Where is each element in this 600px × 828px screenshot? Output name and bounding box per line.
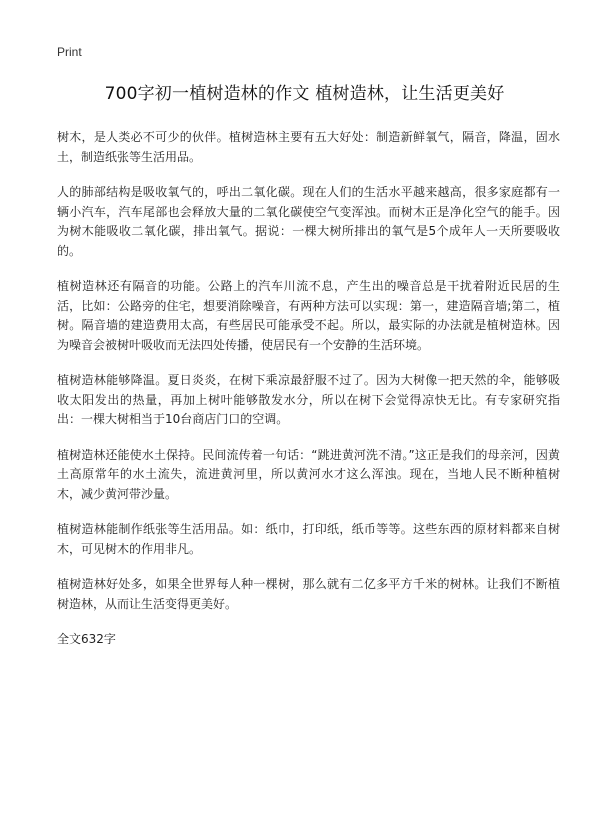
article-paragraph: 植树造林能够降温。夏日炎炎，在树下乘凉最舒服不过了。因为大树像一把天然的伞，能够吸收太阳发出的热量，再加上树叶能够散发水分，所以在树下会觉得凉快无比。有专家研究指出：一棵大树相当于10台商店门口的空调。 (57, 373, 560, 426)
article-paragraph: 人的肺部结构是吸收氧气的，呼出二氧化碳。现在人们的生活水平越来越高，很多家庭都有一辆小汽车，汽车尾部也会释放大量的二氧化碳使空气变浑浊。而树木正是净化空气的能手。因为树木能吸收二氧化碳，排出氧气。据说：一棵大树所排出的氧气是5个成年人一天所要吸收的。 (57, 185, 560, 258)
article-paragraph: 植树造林还有隔音的功能。公路上的汽车川流不息，产生出的噪音总是干扰着附近民居的生活，比如：公路旁的住宅，想要消除噪音，有两种方法可以实现：第一，建造隔音墙;第二，植树。隔音墙的建造费用太高，有些居民可能承受不起。所以，最实际的办法就是植树造林。因为噪音会被树叶吸收而无法四处传播，使居民有一个安静的生活环境。 (57, 279, 560, 352)
word-count: 全文632字 (57, 632, 116, 646)
article-paragraph: 树木，是人类必不可少的伙伴。植树造林主要有五大好处：制造新鲜氧气，隔音，降温，固水土，制造纸张等生活用品。 (57, 130, 560, 164)
article-paragraph: 植树造林还能使水土保持。民间流传着一句话：“跳进黄河洗不清。”这正是我们的母亲河，因黄土高原常年的水土流失，流进黄河里，所以黄河水才这么浑浊。现在，当地人民不断种植树木，减少黄河带沙量。 (57, 447, 560, 501)
article-body (57, 128, 560, 614)
article-title: 700字初一植树造林的作文 植树造林，让生活更美好 (104, 84, 505, 104)
article-paragraph: 植树造林好处多，如果全世界每人种一棵树，那么就有二亿多平方千米的树林。让我们不断植树造林，从而让生活变得更美好。 (57, 577, 560, 611)
print-link[interactable]: Print (57, 45, 82, 59)
article-paragraph: 植树造林能制作纸张等生活用品。如：纸巾，打印纸，纸币等等。这些东西的原材料都来自树木，可见树木的作用非凡。 (57, 522, 560, 556)
